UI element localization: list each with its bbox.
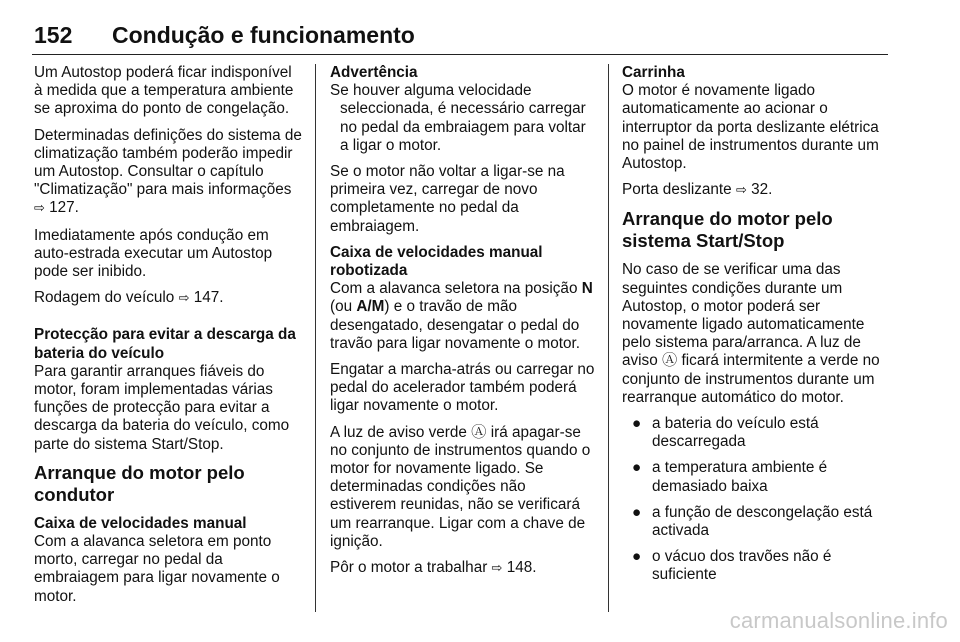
- paragraph-system-restart: No caso de se verificar uma das seguintes condições durante um Autostop, o motor poderá ser novamente ligado automaticamente pelo sistema para/arranca. A luz de aviso Ⓐ ficará intermitente a verde no conjunto de instrumentos durante um rearranque automático do motor.: [622, 261, 880, 406]
- heading-driver-restart: Arranque do motor pelo condutor: [34, 461, 245, 505]
- note-title: Advertência: [330, 64, 418, 81]
- paragraph-start-engine-ref: Pôr o motor a trabalhar ⇨ 148.: [330, 559, 537, 577]
- watermark: carmanualsonline.info: [729, 608, 948, 633]
- paragraph-battery-protection: Para garantir arranques fiáveis do motor, foram implementadas várias funções de protecção para evitar a descarga da bateria do veículo, como parte do sistema Start/Stop.: [34, 362, 290, 453]
- page-number: 152: [34, 22, 73, 48]
- page-reference-link[interactable]: 32.: [751, 181, 773, 199]
- column-divider-2: [608, 64, 609, 612]
- paragraph-warning-light: A luz de aviso verde Ⓐ irá apagar-se no conjunto de instrumentos quando o motor for novamente ligado. Se determinadas condições não estiverem reunidas, não se verificará um rearranque. Ligar com a chave de ignição.: [330, 423, 591, 550]
- heading-manual-gearbox: Caixa de velocidades manual: [34, 514, 247, 532]
- heading-system-restart: Arranque do motor pelo sistema Start/Stop: [622, 208, 833, 252]
- note-body: Se houver alguma velocidade seleccionada, é necessário carregar no pedal da embraiagem para voltar a ligar o motor.: [330, 82, 586, 154]
- bullet-icon: ●: [632, 415, 642, 433]
- chapter-title: Condução e funcionamento: [112, 22, 415, 48]
- list-item: ● a função de descongelação está activada: [632, 503, 873, 540]
- reference-arrow-icon: ⇨: [178, 291, 190, 307]
- paragraph-climate-settings: Determinadas definições do sistema de climatização também poderão impedir um Autostop. Consultar o capítulo "Climatização" para mais informações ⇨ 127.: [34, 126, 302, 217]
- bullet-icon: ●: [632, 459, 642, 477]
- paragraph-reverse-accelerator: Engatar a marcha-atrás ou carregar no pedal do acelerador também poderá ligar novamente o motor.: [330, 361, 595, 415]
- paragraph-robotized-restart: Com a alavanca seletora na posição N (ou A/M) e o travão de mão desengatado, desengatar o pedal do travão para ligar novamente o motor.: [330, 280, 593, 352]
- page-reference-link[interactable]: 127.: [49, 199, 79, 217]
- column-1: [34, 64, 304, 614]
- paragraph-autostop-freezing: Um Autostop poderá ficar indisponível à medida que a temperatura ambiente se aproxima do ponto de congelação.: [34, 64, 294, 118]
- heading-battery-protection: Protecção para evitar a descarga da bateria do veículo: [34, 326, 296, 362]
- paragraph-sliding-door-ref: Porta deslizante ⇨ 32.: [622, 181, 773, 199]
- reference-arrow-icon: ⇨: [34, 201, 45, 217]
- column-divider-1: [315, 64, 316, 612]
- gear-n-label: N: [581, 280, 593, 298]
- paragraph-manual-restart: Com a alavanca seletora em ponto morto, carregar no pedal da embraiagem para ligar novamente o motor.: [34, 533, 280, 605]
- page-header: [32, 20, 888, 55]
- bullet-icon: ●: [632, 503, 642, 521]
- list-item: ● o vácuo dos travões não é suficiente: [632, 548, 832, 584]
- paragraph-sliding-door-restart: O motor é novamente ligado automaticamente ao acionar o interruptor da porta deslizante elétrica no painel de instrumentos durante um Autostop.: [622, 82, 879, 173]
- heading-van: Carrinha: [622, 64, 685, 81]
- page-reference-link[interactable]: 147.: [193, 289, 224, 307]
- restart-conditions-list: [622, 415, 890, 585]
- autostop-lamp-icon: Ⓐ: [471, 423, 487, 441]
- gear-am-label: A/M: [356, 298, 385, 316]
- column-2: [330, 64, 595, 586]
- warning-note: [330, 64, 595, 155]
- reference-arrow-icon: ⇨: [491, 561, 503, 577]
- autostop-lamp-icon: Ⓐ: [661, 352, 678, 370]
- reference-arrow-icon: ⇨: [735, 183, 747, 199]
- list-item: ● a temperatura ambiente é demasiado baixa: [632, 459, 828, 495]
- heading-robotized-gearbox: Caixa de velocidades manual robotizada: [330, 243, 543, 280]
- paragraph-motorway: Imediatamente após condução em auto-estrada executar um Autostop pode ser inibido.: [34, 226, 273, 281]
- paragraph-running-in: Rodagem do veículo ⇨ 147.: [34, 289, 224, 307]
- list-item: ● a bateria do veículo está descarregada: [632, 415, 819, 451]
- bullet-icon: ●: [632, 548, 642, 566]
- page-reference-link[interactable]: 148.: [506, 559, 537, 577]
- column-3: [622, 64, 890, 593]
- paragraph-retry-clutch: Se o motor não voltar a ligar-se na primeira vez, carregar de novo completamente no pedal da embraiagem.: [330, 163, 565, 235]
